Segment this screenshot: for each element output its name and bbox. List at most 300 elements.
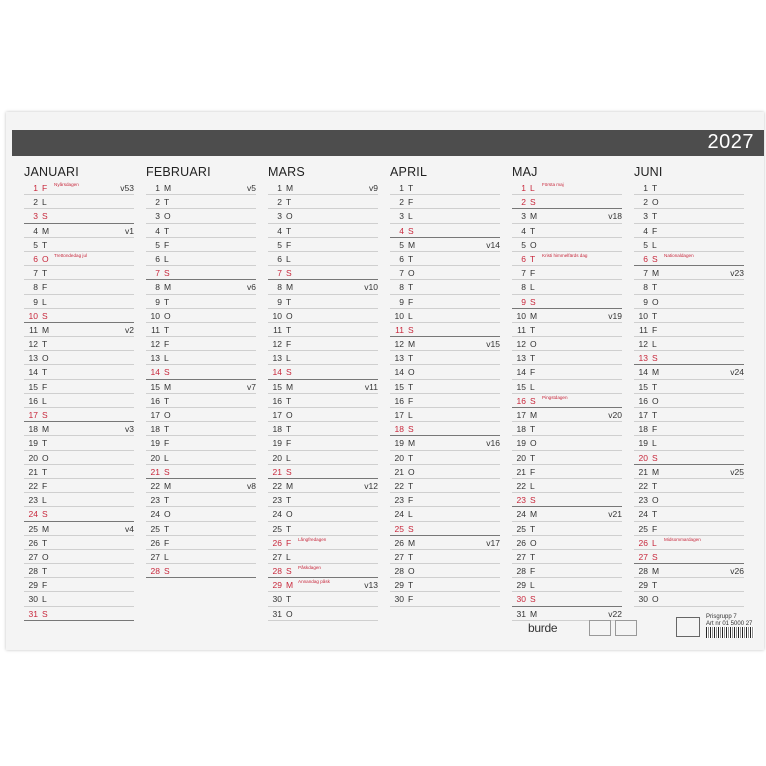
day-number: 28 (394, 566, 404, 577)
day-row (146, 209, 256, 223)
day-number: 20 (150, 452, 160, 463)
day-row (512, 465, 622, 479)
month-name: JANUARI (24, 165, 79, 179)
month-name: FEBRUARI (146, 165, 211, 179)
week-number: v26 (730, 566, 744, 577)
day-number: 26 (272, 537, 282, 548)
day-row (24, 522, 134, 536)
day-number: 17 (516, 410, 526, 420)
weekday-letter: F (286, 239, 292, 250)
week-number: v7 (247, 381, 256, 392)
weekday-letter: S (42, 410, 48, 420)
day-row (634, 266, 744, 280)
day-row (634, 224, 744, 238)
day-row (146, 365, 256, 379)
weekday-letter: O (652, 594, 659, 605)
week-number: v9 (369, 183, 378, 193)
day-row (146, 522, 256, 536)
day-row (146, 408, 256, 422)
week-number: v8 (247, 480, 256, 491)
day-row (24, 564, 134, 578)
weekday-letter: O (408, 268, 415, 279)
day-row (390, 522, 500, 536)
day-number: 19 (272, 438, 282, 449)
day-number: 3 (155, 211, 160, 222)
day-number: 12 (394, 339, 404, 350)
week-number: v18 (608, 211, 622, 222)
day-number: 28 (272, 566, 282, 577)
day-number: 30 (638, 594, 648, 605)
day-row (146, 266, 256, 280)
weekday-letter: L (286, 551, 291, 562)
weekday-letter: T (286, 523, 292, 534)
day-number: 6 (643, 253, 648, 264)
day-number: 22 (638, 480, 648, 491)
day-number: 27 (638, 551, 648, 562)
weekday-letter: O (42, 452, 49, 463)
day-number: 1 (277, 183, 282, 193)
weekday-letter: T (164, 225, 170, 236)
day-row (24, 295, 134, 309)
day-row (634, 380, 744, 394)
day-row (512, 451, 622, 465)
day-number: 9 (277, 296, 282, 307)
weekday-letter: M (164, 282, 172, 293)
day-number: 13 (638, 353, 648, 364)
day-row (268, 266, 378, 280)
day-row (390, 408, 500, 422)
weekday-letter: F (164, 339, 170, 350)
weekday-letter: T (42, 239, 48, 250)
weekday-letter: F (42, 480, 48, 491)
day-number: 17 (150, 410, 160, 420)
day-row (512, 536, 622, 550)
weekday-letter: T (530, 523, 536, 534)
weekday-letter: S (42, 608, 48, 619)
day-row (268, 280, 378, 294)
weekday-letter: O (42, 253, 49, 264)
weekday-letter: L (408, 310, 413, 321)
week-number: v25 (730, 466, 744, 477)
weekday-letter: S (408, 324, 414, 335)
weekday-letter: T (652, 310, 658, 321)
day-number: 8 (155, 282, 160, 293)
day-row (390, 564, 500, 578)
day-number: 29 (516, 580, 526, 591)
weekday-letter: T (652, 381, 658, 392)
weekday-letter: T (408, 381, 414, 392)
day-number: 28 (638, 566, 648, 577)
day-row (24, 252, 134, 266)
holiday-label: Första maj (542, 182, 564, 187)
holiday-label: Midsommardagen (664, 536, 701, 542)
weekday-letter: T (164, 523, 170, 534)
weekday-letter: T (530, 225, 536, 236)
weekday-letter: M (408, 239, 416, 250)
day-row (24, 578, 134, 592)
day-row (146, 465, 256, 479)
day-row (24, 365, 134, 379)
day-number: 14 (150, 367, 160, 378)
day-number: 7 (643, 268, 648, 279)
day-row (268, 493, 378, 507)
day-number: 10 (28, 310, 38, 321)
weekday-letter: L (42, 594, 47, 605)
day-number: 22 (150, 480, 160, 491)
holiday-label: Nationaldagen (664, 252, 694, 258)
day-row (512, 578, 622, 592)
weekday-letter: O (652, 296, 659, 307)
weekday-letter: S (652, 551, 658, 562)
day-number: 22 (272, 480, 282, 491)
day-number: 8 (643, 282, 648, 293)
day-row (146, 252, 256, 266)
weekday-letter: M (164, 381, 172, 392)
day-number: 30 (394, 594, 404, 605)
day-number: 1 (399, 183, 404, 193)
day-row (634, 252, 744, 266)
weekday-letter: T (652, 509, 658, 520)
weekday-letter: O (286, 211, 293, 222)
week-number: v1 (125, 225, 134, 236)
day-number: 18 (28, 424, 38, 435)
day-row (512, 522, 622, 536)
day-number: 10 (272, 310, 282, 321)
day-number: 13 (150, 353, 160, 364)
weekday-letter: S (286, 566, 292, 577)
weekday-letter: M (530, 310, 538, 321)
weekday-letter: S (408, 523, 414, 534)
day-number: 23 (150, 495, 160, 506)
day-row (390, 337, 500, 351)
day-row (268, 238, 378, 252)
day-number: 9 (33, 296, 38, 307)
day-number: 29 (272, 580, 282, 591)
day-row (24, 592, 134, 606)
month-column (268, 164, 378, 621)
weekday-letter: F (652, 324, 658, 335)
weekday-letter: S (530, 395, 536, 406)
weekday-letter: M (42, 424, 50, 435)
weekday-letter: O (164, 211, 171, 222)
weekday-letter: M (42, 324, 50, 335)
weekday-letter: O (530, 438, 537, 449)
weekday-letter: L (286, 353, 291, 364)
day-row (24, 181, 134, 195)
day-number: 23 (638, 495, 648, 506)
weekday-letter: M (652, 268, 660, 279)
week-number: v3 (125, 424, 134, 435)
weekday-letter: L (164, 452, 169, 463)
day-row (512, 309, 622, 323)
day-row (512, 408, 622, 422)
day-number: 25 (638, 523, 648, 534)
weekday-letter: T (530, 353, 536, 364)
day-number: 2 (155, 197, 160, 208)
weekday-letter: O (652, 395, 659, 406)
day-row (24, 209, 134, 223)
day-row (146, 507, 256, 521)
weekday-letter: M (42, 225, 50, 236)
day-row (634, 309, 744, 323)
week-number: v21 (608, 509, 622, 520)
day-number: 13 (272, 353, 282, 364)
week-number: v22 (608, 608, 622, 619)
day-row (146, 224, 256, 238)
day-number: 10 (516, 310, 526, 321)
weekday-letter: O (164, 410, 171, 420)
month-column (24, 164, 134, 621)
day-number: 28 (150, 566, 160, 577)
day-number: 5 (521, 239, 526, 250)
weekday-letter: M (530, 509, 538, 520)
weekday-letter: F (530, 268, 536, 279)
weekday-letter: T (42, 537, 48, 548)
day-number: 27 (28, 551, 38, 562)
weekday-letter: O (286, 509, 293, 520)
weekday-letter: S (164, 268, 170, 279)
day-number: 17 (28, 410, 38, 420)
price-group (706, 614, 752, 627)
day-row (634, 578, 744, 592)
day-number: 22 (394, 480, 404, 491)
day-number: 13 (394, 353, 404, 364)
day-number: 14 (272, 367, 282, 378)
day-row (390, 365, 500, 379)
day-number: 23 (516, 495, 526, 506)
weekday-letter: O (164, 509, 171, 520)
day-number: 3 (399, 211, 404, 222)
weekday-letter: T (286, 594, 292, 605)
day-row (512, 337, 622, 351)
weekday-letter: M (408, 537, 416, 548)
day-row (24, 337, 134, 351)
article-number: Art nr 01 5000 27 (706, 620, 753, 627)
day-number: 8 (521, 282, 526, 293)
day-row (146, 451, 256, 465)
day-number: 24 (638, 509, 648, 520)
day-row (390, 280, 500, 294)
day-row (24, 436, 134, 450)
year-header-bar (12, 130, 764, 156)
day-number: 17 (394, 410, 404, 420)
day-number: 23 (28, 495, 38, 506)
day-row (268, 181, 378, 195)
day-row (634, 436, 744, 450)
day-row (146, 564, 256, 578)
weekday-letter: M (530, 608, 538, 619)
weekday-letter: O (530, 239, 537, 250)
weekday-letter: T (164, 395, 170, 406)
day-row (268, 380, 378, 394)
weekday-letter: S (286, 466, 292, 477)
day-row (512, 280, 622, 294)
day-number: 20 (638, 452, 648, 463)
day-row (390, 380, 500, 394)
day-row (390, 323, 500, 337)
weekday-letter: L (408, 410, 413, 420)
day-row (268, 195, 378, 209)
weekday-letter: M (530, 211, 538, 222)
barcode (706, 627, 754, 638)
weekday-letter: S (286, 268, 292, 279)
weekday-letter: T (652, 580, 658, 591)
week-number: v16 (486, 438, 500, 449)
day-number: 18 (638, 424, 648, 435)
day-row (24, 394, 134, 408)
weekday-letter: L (652, 438, 657, 449)
day-number: 16 (272, 395, 282, 406)
day-row (268, 337, 378, 351)
day-row (24, 380, 134, 394)
day-row (146, 536, 256, 550)
weekday-letter: S (42, 211, 48, 222)
day-number: 30 (272, 594, 282, 605)
day-number: 27 (272, 551, 282, 562)
day-row (24, 266, 134, 280)
day-row (512, 181, 622, 195)
holiday-label: Annandag påsk (298, 579, 330, 585)
day-row (634, 209, 744, 223)
recycling-badge (615, 620, 637, 636)
day-number: 6 (33, 253, 38, 264)
day-number: 3 (521, 211, 526, 222)
day-row (512, 394, 622, 408)
day-number: 21 (638, 466, 648, 477)
weekday-letter: S (42, 509, 48, 520)
weekday-letter: T (408, 452, 414, 463)
day-row (634, 493, 744, 507)
weekday-letter: T (652, 183, 658, 193)
day-row (24, 224, 134, 238)
day-number: 8 (277, 282, 282, 293)
day-number: 19 (394, 438, 404, 449)
day-number: 15 (272, 381, 282, 392)
weekday-letter: S (652, 452, 658, 463)
day-number: 11 (517, 324, 526, 335)
weekday-letter: S (42, 310, 48, 321)
day-number: 1 (643, 183, 648, 193)
day-number: 21 (28, 466, 38, 477)
weekday-letter: O (286, 310, 293, 321)
day-row (634, 365, 744, 379)
day-row (390, 195, 500, 209)
weekday-letter: T (408, 282, 414, 293)
day-row (146, 550, 256, 564)
day-row (268, 422, 378, 436)
certification-badge (589, 620, 611, 636)
weekday-letter: T (530, 551, 536, 562)
day-number: 1 (155, 183, 160, 193)
day-row (146, 238, 256, 252)
day-number: 9 (521, 296, 526, 307)
day-row (390, 252, 500, 266)
day-row (24, 493, 134, 507)
day-number: 2 (277, 197, 282, 208)
day-row (24, 451, 134, 465)
weekday-letter: S (652, 253, 658, 264)
weekday-letter: M (164, 183, 172, 193)
weekday-letter: O (408, 566, 415, 577)
weekday-letter: M (652, 466, 660, 477)
day-row (390, 309, 500, 323)
day-number: 19 (638, 438, 648, 449)
day-number: 20 (28, 452, 38, 463)
weekday-letter: O (530, 537, 537, 548)
weekday-letter: M (652, 566, 660, 577)
day-number: 7 (155, 268, 160, 279)
weekday-letter: T (164, 324, 170, 335)
weekday-letter: F (164, 537, 170, 548)
weekday-letter: L (164, 253, 169, 264)
weekday-letter: F (42, 183, 48, 193)
weekday-letter: M (286, 480, 294, 491)
day-number: 29 (394, 580, 404, 591)
week-number: v15 (486, 339, 500, 350)
day-row (24, 479, 134, 493)
weekday-letter: T (286, 225, 292, 236)
weekday-letter: T (408, 183, 414, 193)
day-number: 7 (521, 268, 526, 279)
day-number: 13 (28, 353, 38, 364)
day-number: 12 (150, 339, 160, 350)
day-number: 2 (33, 197, 38, 208)
day-number: 23 (394, 495, 404, 506)
weekday-letter: S (164, 466, 170, 477)
day-row (24, 465, 134, 479)
day-number: 18 (272, 424, 282, 435)
day-row (634, 479, 744, 493)
weekday-letter: T (652, 282, 658, 293)
weekday-letter: T (652, 480, 658, 491)
weekday-letter: T (408, 580, 414, 591)
weekday-letter: S (530, 296, 536, 307)
weekday-letter: L (652, 239, 657, 250)
day-number: 3 (643, 211, 648, 222)
weekday-letter: L (530, 480, 535, 491)
day-row (390, 578, 500, 592)
weekday-letter: L (652, 339, 657, 350)
weekday-letter: F (286, 537, 292, 548)
day-number: 9 (643, 296, 648, 307)
weekday-letter: O (652, 495, 659, 506)
day-number: 24 (394, 509, 404, 520)
day-row (24, 323, 134, 337)
day-row (512, 592, 622, 606)
week-number: v4 (125, 523, 134, 534)
day-row (512, 550, 622, 564)
day-row (390, 181, 500, 195)
weekday-letter: L (164, 551, 169, 562)
day-row (634, 465, 744, 479)
day-number: 19 (28, 438, 38, 449)
day-number: 15 (150, 381, 160, 392)
weekday-letter: T (530, 324, 536, 335)
weekday-letter: T (42, 466, 48, 477)
weekday-letter: T (42, 438, 48, 449)
day-row (512, 323, 622, 337)
month-column (512, 164, 622, 621)
holiday-label: Nyårsdagen (54, 182, 79, 187)
weekday-letter: F (42, 580, 48, 591)
weekday-letter: S (530, 495, 536, 506)
day-number: 12 (272, 339, 282, 350)
day-number: 3 (277, 211, 282, 222)
day-row (512, 479, 622, 493)
day-number: 13 (516, 353, 526, 364)
day-row (24, 607, 134, 621)
day-number: 10 (150, 310, 160, 321)
